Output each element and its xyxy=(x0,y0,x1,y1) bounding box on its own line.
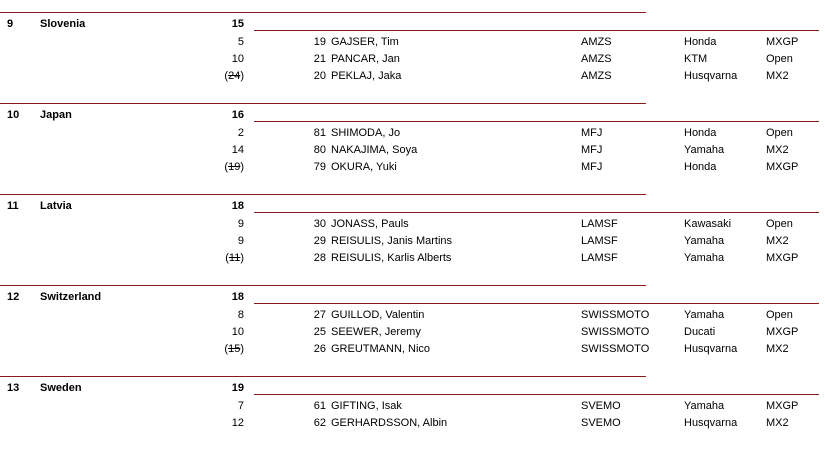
rider-federation: LAMSF xyxy=(581,235,618,247)
rider-points: 2 xyxy=(237,127,244,139)
team-separator xyxy=(0,12,646,13)
rider-name: OKURA, Yuki xyxy=(331,161,397,173)
rider-brand: Yamaha xyxy=(684,252,725,264)
rider-brand: Husqvarna xyxy=(684,343,738,355)
rider-brand: Yamaha xyxy=(684,144,725,156)
rider-number: 21 xyxy=(313,53,326,65)
team-nation: Sweden xyxy=(40,382,82,394)
team-nation: Slovenia xyxy=(40,18,86,30)
team-rank: 10 xyxy=(7,109,20,121)
rider-class: MXGP xyxy=(766,252,799,264)
rider-name: GUILLOD, Valentin xyxy=(331,309,425,321)
rider-number: 29 xyxy=(313,235,326,247)
rider-federation: SVEMO xyxy=(581,400,621,412)
rider-class: MX2 xyxy=(766,70,789,82)
team-total: 15 xyxy=(231,18,244,30)
dropped-points-value: 11 xyxy=(228,252,241,264)
rider-brand: Husqvarna xyxy=(684,417,738,429)
rider-points: 9 xyxy=(237,235,244,247)
rider-class: MXGP xyxy=(766,36,799,48)
team-nation: Latvia xyxy=(40,200,72,212)
rider-name: GIFTING, Isak xyxy=(331,400,402,412)
rider-points: 8 xyxy=(237,309,244,321)
team-underline xyxy=(254,394,819,395)
rider-number: 30 xyxy=(313,218,326,230)
rider-class: MXGP xyxy=(766,161,799,173)
rider-name: NAKAJIMA, Soya xyxy=(331,144,418,156)
rider-federation: AMZS xyxy=(581,70,612,82)
rider-number: 79 xyxy=(313,161,326,173)
team-underline xyxy=(254,303,819,304)
team-rank: 12 xyxy=(7,291,20,303)
rider-class: MX2 xyxy=(766,144,789,156)
rider-number: 81 xyxy=(313,127,326,139)
rider-federation: SWISSMOTO xyxy=(581,343,650,355)
rider-number: 25 xyxy=(313,326,326,338)
team-separator xyxy=(0,285,646,286)
rider-class: MX2 xyxy=(766,417,789,429)
rider-name: GERHARDSSON, Albin xyxy=(331,417,448,429)
rider-number: 61 xyxy=(313,400,326,412)
rider-number: 26 xyxy=(313,343,326,355)
rider-points: 12 xyxy=(231,417,244,429)
rider-brand: Honda xyxy=(684,161,717,173)
team-underline xyxy=(254,212,819,213)
dropped-points-value: 15 xyxy=(228,343,241,355)
rider-class: Open xyxy=(766,53,793,65)
rider-brand: Husqvarna xyxy=(684,70,738,82)
rider-name: PANCAR, Jan xyxy=(331,53,400,65)
rider-federation: SWISSMOTO xyxy=(581,309,650,321)
rider-name: REISULIS, Janis Martins xyxy=(331,235,453,247)
team-separator xyxy=(0,376,646,377)
rider-class: Open xyxy=(766,309,793,321)
rider-brand: Yamaha xyxy=(684,400,725,412)
rider-brand: Ducati xyxy=(684,326,716,338)
rider-points: 7 xyxy=(237,400,244,412)
rider-number: 27 xyxy=(313,309,326,321)
rider-class: Open xyxy=(766,127,793,139)
rider-federation: LAMSF xyxy=(581,252,618,264)
rider-name: GAJSER, Tim xyxy=(331,36,399,48)
rider-class: Open xyxy=(766,218,793,230)
team-block-4 xyxy=(0,376,825,467)
rider-number: 62 xyxy=(313,417,326,429)
team-total: 18 xyxy=(231,200,244,212)
team-total: 16 xyxy=(231,109,244,121)
rider-brand: Yamaha xyxy=(684,235,725,247)
team-total: 18 xyxy=(231,291,244,303)
dropped-points-value: 19 xyxy=(228,161,241,173)
team-rank: 11 xyxy=(7,200,19,212)
rider-points-dropped: (15) xyxy=(224,343,244,355)
rider-name: PEKLAJ, Jaka xyxy=(331,70,402,82)
rider-name: SHIMODA, Jo xyxy=(331,127,401,139)
team-separator xyxy=(0,194,646,195)
team-underline xyxy=(254,121,819,122)
rider-class: MXGP xyxy=(766,326,799,338)
rider-points: 10 xyxy=(231,326,244,338)
rider-number: 20 xyxy=(313,70,326,82)
rider-points: 14 xyxy=(231,144,244,156)
rider-federation: MFJ xyxy=(581,144,603,156)
team-block-3 xyxy=(0,285,825,376)
rider-federation: SWISSMOTO xyxy=(581,326,650,338)
rider-points: 9 xyxy=(237,218,244,230)
team-separator xyxy=(0,103,646,104)
rider-federation: AMZS xyxy=(581,36,612,48)
rider-number: 19 xyxy=(313,36,326,48)
rider-federation: AMZS xyxy=(581,53,612,65)
rider-federation: MFJ xyxy=(581,127,603,139)
team-nation: Switzerland xyxy=(40,291,102,303)
rider-class: MX2 xyxy=(766,235,789,247)
rider-federation: LAMSF xyxy=(581,218,618,230)
rider-points-dropped: (11) xyxy=(225,252,244,264)
rider-number: 80 xyxy=(313,144,326,156)
dropped-points-value: 24 xyxy=(228,70,241,82)
rider-points-dropped: (24) xyxy=(224,70,244,82)
rider-federation: MFJ xyxy=(581,161,603,173)
rider-brand: Honda xyxy=(684,127,717,139)
rider-brand: Honda xyxy=(684,36,717,48)
team-rank: 13 xyxy=(7,382,20,394)
team-block-2 xyxy=(0,194,825,285)
rider-number: 28 xyxy=(313,252,326,264)
team-underline xyxy=(254,30,819,31)
rider-brand: Kawasaki xyxy=(684,218,732,230)
rider-points: 10 xyxy=(231,53,244,65)
rider-name: JONASS, Pauls xyxy=(331,218,409,230)
rider-name: GREUTMANN, Nico xyxy=(331,343,431,355)
rider-points: 5 xyxy=(237,36,244,48)
rider-class: MXGP xyxy=(766,400,799,412)
team-rank: 9 xyxy=(7,18,14,30)
rider-name: SEEWER, Jeremy xyxy=(331,326,421,338)
rider-class: MX2 xyxy=(766,343,789,355)
rider-federation: SVEMO xyxy=(581,417,621,429)
rider-name: REISULIS, Karlis Alberts xyxy=(331,252,452,264)
team-block-0 xyxy=(0,12,825,103)
team-nation: Japan xyxy=(40,109,72,121)
rider-points-dropped: (19) xyxy=(224,161,244,173)
rider-brand: KTM xyxy=(684,53,708,65)
rider-brand: Yamaha xyxy=(684,309,725,321)
team-total: 19 xyxy=(231,382,244,394)
team-block-1 xyxy=(0,103,825,194)
